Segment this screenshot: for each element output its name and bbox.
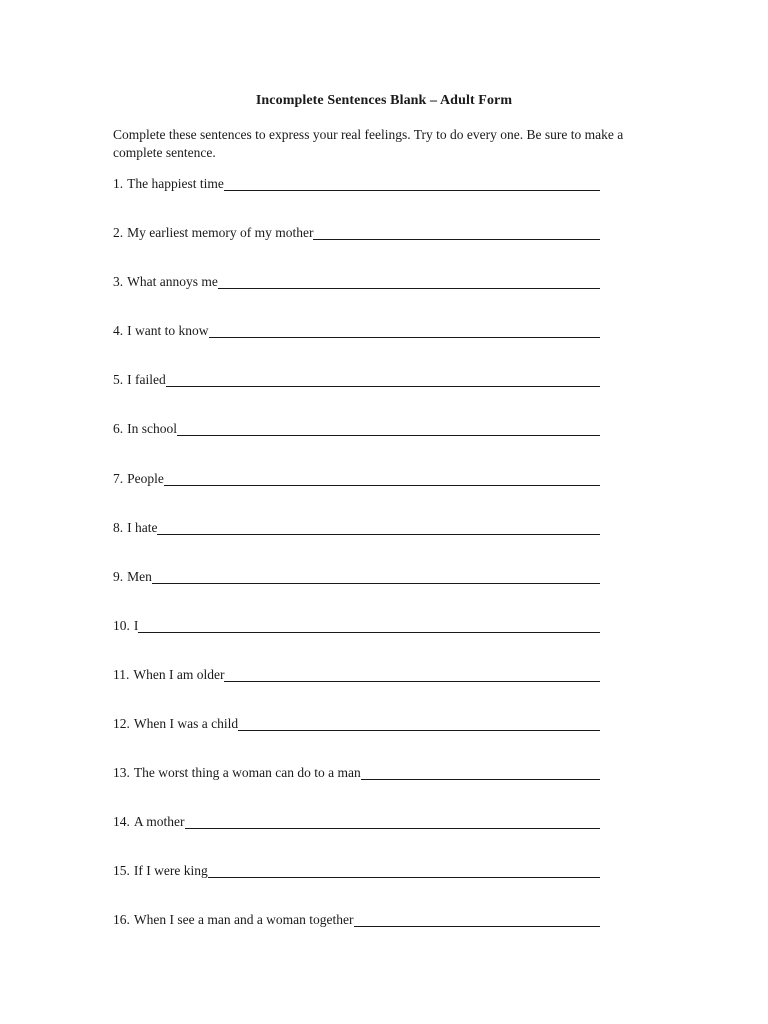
answer-blank[interactable] — [138, 616, 600, 633]
answer-blank[interactable] — [164, 469, 600, 486]
item-number: 14. — [113, 814, 130, 830]
sentence-item — [113, 469, 613, 518]
answer-blank[interactable] — [224, 665, 600, 682]
item-number: 8. — [113, 519, 124, 535]
item-prompt: When I am older — [133, 666, 225, 682]
sentence-item — [113, 763, 613, 812]
item-prompt: People — [127, 470, 164, 486]
item-prompt: If I were king — [133, 863, 208, 879]
item-prompt: My earliest memory of my mother — [127, 225, 314, 241]
item-number: 13. — [113, 765, 130, 781]
answer-blank[interactable] — [185, 812, 601, 829]
sentence-item — [113, 714, 613, 763]
item-prompt: When I see a man and a woman together — [133, 912, 354, 928]
answer-blank[interactable] — [157, 518, 600, 535]
answer-blank[interactable] — [238, 714, 600, 731]
sentence-item — [113, 272, 613, 321]
item-prompt: In school — [127, 421, 177, 437]
instructions-text: Complete these sentences to express your real feelings. Try to do every one. Be sure to make a complete sentence. — [113, 127, 624, 160]
sentence-item — [113, 223, 613, 272]
item-prompt: The worst thing a woman can do to a man — [133, 765, 361, 781]
item-number: 1. — [113, 176, 124, 191]
item-number: 4. — [113, 323, 124, 339]
item-number: 15. — [113, 863, 130, 879]
sentence-item — [113, 616, 613, 665]
item-prompt: I — [133, 617, 139, 633]
item-prompt: A mother — [133, 814, 185, 830]
answer-blank[interactable] — [354, 910, 600, 927]
item-prompt: When I was a child — [133, 716, 239, 732]
answer-blank[interactable] — [208, 861, 600, 878]
sentence-item — [113, 665, 613, 714]
sentence-item — [113, 174, 613, 223]
sentence-list — [113, 174, 613, 960]
sentence-item — [113, 812, 613, 861]
answer-blank[interactable] — [177, 419, 600, 436]
item-number: 16. — [113, 912, 130, 928]
sentence-item — [113, 419, 613, 468]
sentence-item — [113, 370, 613, 419]
item-number: 9. — [113, 568, 124, 584]
sentence-item — [113, 861, 613, 910]
item-number: 10. — [113, 617, 130, 633]
answer-blank[interactable] — [166, 370, 600, 387]
answer-blank[interactable] — [152, 567, 600, 584]
sentence-item — [113, 567, 613, 616]
item-number: 7. — [113, 470, 124, 486]
item-prompt: The happiest time — [127, 176, 224, 191]
answer-blank[interactable] — [218, 272, 600, 289]
item-prompt: I hate — [127, 519, 158, 535]
answer-blank[interactable] — [224, 174, 600, 191]
item-number: 6. — [113, 421, 124, 437]
answer-blank[interactable] — [361, 763, 600, 780]
page-title: Incomplete Sentences Blank – Adult Form — [255, 93, 513, 108]
item-prompt: Men — [127, 568, 152, 584]
answer-blank[interactable] — [313, 223, 600, 240]
answer-blank[interactable] — [209, 321, 601, 338]
item-number: 3. — [113, 274, 124, 290]
item-number: 2. — [113, 225, 124, 241]
item-prompt: What annoys me — [127, 274, 218, 290]
sentence-item — [113, 321, 613, 370]
sentence-item — [113, 910, 613, 959]
item-prompt: I failed — [127, 372, 166, 388]
item-prompt: I want to know — [127, 323, 209, 339]
item-number: 5. — [113, 372, 124, 388]
item-number: 11. — [113, 666, 130, 682]
item-number: 12. — [113, 716, 130, 732]
sentence-item — [113, 518, 613, 567]
